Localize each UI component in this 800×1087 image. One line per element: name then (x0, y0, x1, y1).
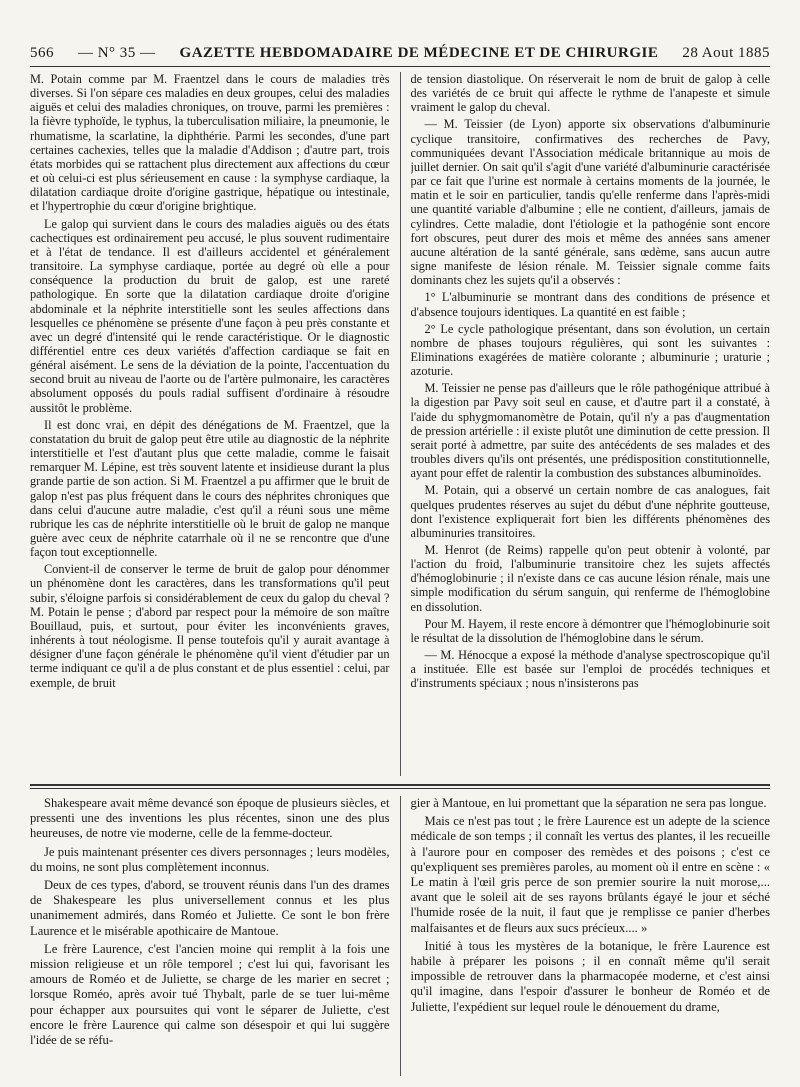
article-section (30, 72, 770, 776)
article-column-left (30, 72, 390, 776)
column-divider (400, 72, 401, 776)
paragraph: M. Potain, qui a observé un certain nombre de cas analogues, fait quelques prudentes réserves au sujet du début d'une néphrite goutteuse, dont l'existence expliquerait fort bien les différents phénomènes des albuminuries transitoires. (410, 483, 770, 540)
page-number: 566 (30, 44, 54, 61)
paragraph: Deux de ces types, d'abord, se trouvent réunis dans l'un des drames de Shakespeare les plus universellement connus et les plus unanimement admirés, dans Roméo et Juliette. Ce sont le bon frère Laurence et le misérable apothicaire de Mantoue. (30, 878, 390, 938)
paragraph: Mais ce n'est pas tout ; le frère Laurence est un adepte de la science médicale de son temps ; il connaît les vertus des plantes, il les recueille à l'aurore pour en composer des remèdes et des poisons ; c'est ce qu'expliquent ses premières paroles, au moment où il entre en scène : « Le matin à l'œil gris perce de son premier sourire la nuit morose,... avant que le soleil ait de ses rayons brûlants égayé le jour et séché l'humide rosée de la nuit, il faut que je remplisse ce panier d'herbes malfaisantes et de fleurs aux sucs précieux.... » (410, 814, 770, 935)
column-divider (400, 796, 401, 1076)
paragraph: de tension diastolique. On réserverait le nom de bruit de galop à celle des variétés de ce bruit qui affecte le rythme de l'anapeste et simule vraiment le galop du cheval. (410, 72, 770, 115)
paragraph: Pour M. Hayem, il reste encore à démontrer que l'hémoglobinurie soit le résultat de la dissolution de l'hémoglobine dans le sérum. (410, 616, 770, 645)
paragraph: — M. Teissier (de Lyon) apporte six observations d'albuminurie cyclique transitoire, confirmatives des recherches de Pavy, communiquées devant l'Association médicale britannique au mois de juillet dernier. On sait qu'il s'agit d'une variété d'albuminurie caractérisée par ce fait que l'urine est normale à certains moments de la journée, le matin et le soir en particulier, tandis qu'elle renferme dans l'après-midi une quantité variable d'albumine ; elle ne contient, d'ailleurs, jamais de cylindres. Cette maladie, dont l'étiologie et la pathogénie sont encore fort obscures, peut durer des mois et même des années sans amener aucune altération de la santé générale, sans œdème, sans aucun autre signe manifeste de lésion rénale. M. Teissier signale comme faits dominants chez les sujets qu'il a observés : (410, 117, 770, 288)
paragraph: M. Potain comme par M. Fraentzel dans le cours de maladies très diverses. Si l'on sépare ces maladies en deux groupes, celui des maladies aiguës et celui des maladies chroniques, on trouve, parmi les premières : la fièvre typhoïde, le typhus, la tuberculisation miliaire, la pneumonie, le rhumatisme, la scarlatine, la diphthérie. Parmi les secondes, d'une part certaines cachexies, telles que la maladie d'Addison ; d'autre part, trois états morbides qui se rattachent plus directement aux affections du cœur et où celui-ci est plus sérieusement en cause : la symphyse cardiaque, la dilatation cardiaque droite d'origine gastrique, hépatique ou intestinale, et l'hypertrophie du cœur d'origine brightique. (30, 72, 390, 214)
paragraph: Il est donc vrai, en dépit des dénégations de M. Fraentzel, que la constatation du bruit de galop peut être utile au diagnostic de la néphrite interstitielle et l'est d'autant plus que cette maladie, comme le faisait remarquer M. Lépine, est très souvent latente et insidieuse durant la plus grande partie de son action. Si M. Fraentzel a pu affirmer que le bruit de galop n'est pas plus fréquent dans le cours des néphrites chroniques que dans celui d'aucune autre maladie, c'est qu'il a réuni sous une même rubrique les cas de néphrite interstitielle où le bruit de galop ne manque guère avec ceux de néphrite catarrhale où il ne se rencontre que d'une façon tout exceptionnelle. (30, 417, 390, 560)
paragraph: Shakespeare avait même devancé son époque de plusieurs siècles, et pressenti une des inventions les plus récentes, sinon une des plus heureuses, de notre vie moderne, celle de la femme-docteur. (30, 796, 390, 841)
journal-title: GAZETTE HEBDOMADAIRE DE MÉDECINE ET DE CHIRURGIE (179, 44, 659, 61)
paragraph: 1° L'albuminurie se montrant dans des conditions de présence et d'absence toujours identiques. La quantité en est faible ; (410, 290, 770, 319)
paragraph: M. Teissier ne pense pas d'ailleurs que le rôle pathogénique attribué à la digestion par Pavy soit seul en cause, et d'autre part il a constaté, à l'aide du sphygmomanomètre de Potain, qu'il n'y a pas d'augmentation de pression artérielle : il existe plutôt une diminution de cette pression. Il serait porté à admettre, par suite des antécédents de ses malades et des troubles divers qu'ils ont présentés, une prédisposition constitutionnelle, ayant pour effet de ralentir la combustion des substances albuminoïdes. (410, 381, 770, 481)
issue-number: — N° 35 — (77, 44, 156, 61)
feuilleton-column-left (30, 796, 390, 1076)
paragraph: Initié à tous les mystères de la botanique, le frère Laurence est habile à préparer les poisons ; il en connaît même qu'il serait impossible de retrouver dans la pharmacopée moderne, et c'est ainsi qu'il imagine, dans l'espoir d'assurer le bonheur de Roméo et de Juliette, l'expédient sur lequel roule le dénouement du drame, (410, 938, 770, 1014)
paragraph: — M. Hénocque a exposé la méthode d'analyse spectroscopique qu'il a instituée. Elle est basée sur l'emploi de procédés techniques et d'instruments spéciaux ; nous n'insisterons pas (410, 648, 770, 691)
feuilleton-separator (30, 784, 770, 786)
issue-date: 28 Aout 1885 (682, 44, 770, 61)
paragraph: Le frère Laurence, c'est l'ancien moine qui remplit à la fois une mission religieuse et un rôle temporel ; c'est lui qui, favorisant les amours de Roméo et de Juliette, se charge de les marier en secret ; lorsque Roméo, après avoir tué Thybalt, parle de se tuer lui-même pour échapper aux poursuites qui vont le séparer de Juliette, c'est encore le frère Laurence qui calme son désespoir et qui lui suggère l'idée de se réfu- (30, 941, 390, 1048)
feuilleton-section (30, 796, 770, 1076)
paragraph: gier à Mantoue, en lui promettant que la séparation ne sera pas longue. (410, 796, 767, 810)
feuilleton-column-right (411, 796, 771, 1076)
paragraph: Le galop qui survient dans le cours des maladies aiguës ou des états cachectiques est ordinairement peu accusé, le plus souvent rudimentaire et à l'état de tendance. Il est d'ailleurs accidentel et généralement transitoire. La symphyse cardiaque, portée au degré où elle a pour conséquence la production du bruit de galop, est une rareté pathologique. En sorte que la dilatation cardiaque droite d'origine abdominale et la néphrite interstitielle sont les seules affections dans lesquelles ce phénomène se présente d'une façon à peu près constante et avec un degré d'intensité qui le rende caractéristique. Or le diagnostic différentiel entre ces deux variétés d'affection cardiaque se fait en général aisément. Le sens de la déviation de la pointe, l'accentuation du second bruit au niveau de l'aorte ou de l'artère pulmonaire, les caractères absolument opposés du pouls radial suffisent d'ordinaire à résoudre aussitôt le problème. (30, 216, 390, 415)
paragraph: Je puis maintenant présenter ces divers personnages ; leurs modèles, du moins, ne sont plus complètement inconnus. (30, 844, 390, 874)
paragraph: 2° Le cycle pathologique présentant, dans son évolution, un certain nombre de phases toujours régulières, qui sont les suivantes : Eliminations exagérées de matière colorante ; albuminurie ; uraturie ; azoturie. (410, 321, 770, 379)
page-header (30, 40, 770, 67)
paragraph: Convient-il de conserver le terme de bruit de galop pour dénommer un phénomène dont les caractères, dans les transformations qu'il peut subir, s'éloigne parfois si considérablement de ceux du galop du cheval ? M. Potain le pense ; d'abord par respect pour la mémoire de son maître Bouillaud, puis, et surtout, pour éviter les inconvénients graves, inhérents à tout néologisme. Il pense toutefois qu'il y aurait avantage à désigner d'une façon générale le phénomène qu'il vient d'étudier par un terme indiquant ce qu'il a de plus constant et de plus essentiel : celui, par exemple, de bruit (30, 562, 390, 690)
paragraph: M. Henrot (de Reims) rappelle qu'on peut obtenir à volonté, par l'action du froid, l'albuminurie transitoire chez les sujets affectés d'hémoglobinurie ; il n'existe dans ce cas aucune lésion rénale, mais une simple modification du sérum sanguin, qui renferme de l'hémoglobine en dissolution. (410, 543, 770, 614)
article-column-right (411, 72, 771, 776)
